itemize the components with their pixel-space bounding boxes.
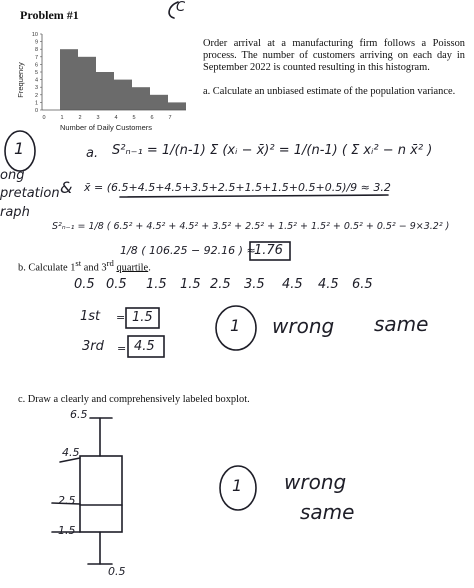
part-b-text-2: and 3 — [81, 262, 107, 274]
part-b-text-3: . — [148, 262, 151, 274]
b-value-3: 1.5 — [146, 277, 167, 292]
y-tick-label: 5 — [34, 70, 38, 76]
x-tick-label: 2 — [78, 115, 82, 121]
q1-equals: = — [116, 311, 126, 324]
y-tick-label: 4 — [34, 77, 38, 84]
b-value-1: 0.5 — [74, 277, 95, 292]
b-value-2: 0.5 — [106, 277, 127, 292]
y-axis-label: Frequency — [16, 62, 25, 98]
y-tick-label: 10 — [31, 32, 38, 38]
y-tick-label: 8 — [34, 47, 38, 54]
problem-statement: Order arrival at a manufacturing firm follows a Poisson process. The number of customers arriving on each day in September 2022 is counted resulting in this histogram. — [203, 38, 465, 73]
x-tick-label: 5 — [132, 115, 136, 121]
grade-b: 1 — [230, 316, 241, 335]
boxplot-label-q3: 4.5 — [62, 446, 80, 459]
b-value-4: 1.5 — [180, 277, 201, 292]
c-comment-1: wrong — [284, 470, 347, 494]
b-value-9: 6.5 — [352, 277, 373, 292]
b-value-6: 3.5 — [244, 277, 265, 292]
x-tick-label: 7 — [168, 115, 172, 121]
x-axis-label: Number of Daily Customers — [59, 123, 153, 132]
part-b-sup-2: rd — [106, 258, 114, 268]
part-a-label: a. — [86, 146, 99, 161]
boxplot-label-q1: 1.5 — [58, 524, 76, 537]
x-tick-label: 0 — [42, 115, 46, 121]
margin-note-2: pretation — [0, 186, 60, 201]
mean-calculation: x̄ = (6.5+4.5+4.5+3.5+2.5+1.5+1.5+0.5+0.5)/9 ≈ 3.2 — [84, 181, 391, 194]
part-b-sup-1: st — [75, 258, 82, 268]
grade-a: 1 — [14, 139, 25, 158]
y-tick-label: 7 — [34, 54, 38, 61]
c-comment-2: same — [300, 500, 355, 524]
margin-note-3: raph — [0, 205, 30, 220]
q3-value: 4.5 — [134, 339, 155, 354]
part-c-question: c. Draw a clearly and comprehensively labeled boxplot. — [18, 394, 250, 405]
q3-label: 3rd — [82, 339, 104, 354]
boxplot-label-min: 0.5 — [108, 565, 126, 578]
variance-calculation: S²ₙ₋₁ = 1/8 ( 6.5² + 4.5² + 4.5² + 3.5² + 2.5² + 1.5² + 1.5² + 0.5² + 0.5² − 9×3.2² ) — [52, 221, 450, 232]
b-value-7: 4.5 — [282, 277, 303, 292]
margin-note-1: ong — [0, 168, 25, 183]
q1-label: 1st — [80, 309, 101, 324]
b-comment-1: wrong — [272, 314, 335, 338]
part-b-underlined-word: quartile — [116, 262, 149, 274]
problem-title: Problem #1 — [20, 8, 79, 22]
margin-ampersand: & — [60, 178, 73, 197]
y-tick-label: 3 — [34, 85, 38, 92]
boxplot-box — [80, 456, 122, 532]
q1-value: 1.5 — [132, 310, 153, 325]
b-value-8: 4.5 — [318, 277, 339, 292]
variance-result-line: 1/8 ( 106.25 − 92.16 ) ≈ — [120, 244, 256, 257]
grade-c: 1 — [232, 476, 243, 495]
q3-equals: = — [117, 342, 127, 355]
part-a-question: a. Calculate an unbiased estimate of the population variance. — [203, 86, 456, 97]
x-tick-label: 1 — [60, 115, 64, 121]
y-tick-label: 9 — [34, 39, 38, 46]
part-b-text-1: b. Calculate 1 — [18, 262, 76, 274]
b-value-5: 2.5 — [210, 277, 231, 292]
x-tick-label: 6 — [150, 115, 154, 121]
y-tick-label: 6 — [34, 62, 38, 69]
b-comment-2: same — [374, 312, 429, 336]
y-tick-label: 2 — [34, 92, 38, 99]
x-tick-label: 3 — [96, 115, 100, 121]
mean-fraction-bar — [120, 195, 388, 197]
variance-result: 1.76 — [254, 243, 283, 258]
boxplot-label-max: 6.5 — [70, 408, 88, 421]
y-tick-label: 1 — [34, 100, 38, 107]
variance-formula: S²ₙ₋₁ = 1/(n-1) Σ (xᵢ − x̄)² = 1/(n-1) ( Σ xᵢ² − n x̄² ) — [112, 143, 433, 158]
y-tick-label: 0 — [34, 108, 38, 114]
top-scribble: C — [176, 0, 186, 15]
boxplot-label-median: 2.5 — [58, 494, 76, 507]
x-tick-label: 4 — [114, 115, 118, 121]
